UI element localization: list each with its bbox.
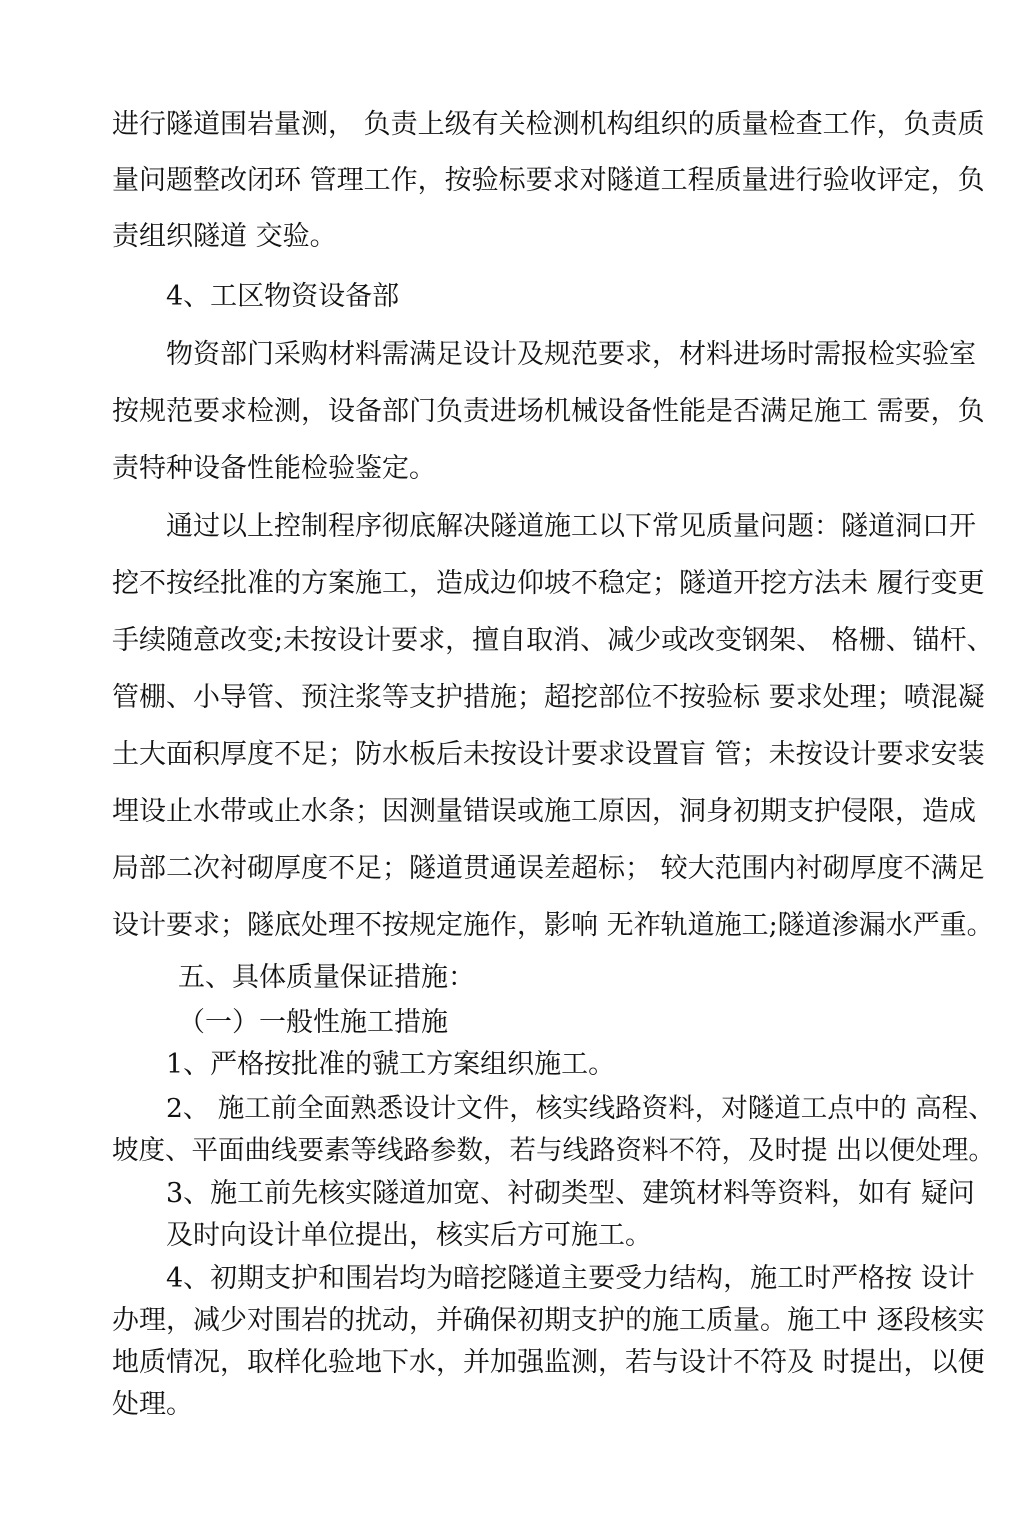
text-line: 通过以上控制程序彻底解决隧道施工以下常见质量问题：隧道洞口开 xyxy=(166,511,976,542)
text-line: 1、严格按批准的虢工方案组织施工。 xyxy=(166,1049,616,1080)
text-line: 4、初期支护和围岩均为暗挖隧道主要受力结构，施工时严格按 设计 xyxy=(166,1263,975,1294)
text-line: 及时向设计单位提出，核实后方可施工。 xyxy=(166,1220,652,1251)
text-line: 地质情况，取样化验地下水，并加强监测，若与设计不符及 时提出，以便 xyxy=(112,1347,985,1378)
text-line: 办理，减少对围岩的扰动，并确保初期支护的施工质量。施工中 逐段核实 xyxy=(112,1305,985,1336)
text-line: 3、施工前先核实隧道加宽、衬砌类型、建筑材料等资料，如有 疑问 xyxy=(166,1178,975,1209)
text-line: 按规范要求检测，设备部门负责进场机械设备性能是否满足施工 需要，负 xyxy=(112,396,985,427)
text-line: 局部二次衬砌厚度不足；隧道贯通误差超标； 较大范围内衬砌厚度不满足 xyxy=(112,853,985,884)
subsection-heading: （一）一般性施工措施 xyxy=(178,1007,448,1038)
section-heading: 五、具体质量保证措施： xyxy=(178,962,475,993)
text-line: 责组织隧道 交验。 xyxy=(112,221,337,252)
text-line: 埋设止水带或止水条；因测量错误或施工原因，洞身初期支护侵限，造成 xyxy=(112,796,976,827)
text-line: 坡度、平面曲线要素等线路参数，若与线路资料不符，及时提 出以便处理。 xyxy=(112,1135,995,1166)
text-line: 挖不按经批准的方案施工，造成边仰坡不稳定；隧道开挖方法未 履行变更 xyxy=(112,568,985,599)
text-line: 责特种设备性能检验鉴定。 xyxy=(112,453,436,484)
text-line: 土大面积厚度不足；防水板后未按设计要求设置盲 管；未按设计要求安装 xyxy=(112,739,985,770)
text-line: 手续随意改变;未按设计要求，擅自取消、减少或改变钢架、 格栅、锚杆、 xyxy=(112,625,994,656)
text-line: 设计要求；隧底处理不按规定施作，影响 无祚轨道施工;隧道渗漏水严重。 xyxy=(112,910,994,941)
text-line: 物资部门采购材料需满足设计及规范要求，材料进场时需报检实验室 xyxy=(166,339,976,370)
text-line: 管棚、小导管、预注浆等支护措施；超挖部位不按验标 要求处理；喷混凝 xyxy=(112,682,985,713)
text-line: 2、 施工前全面熟悉设计文件，核实线路资料，对隧道工点中的 高程、 xyxy=(166,1093,995,1124)
text-line: 处理。 xyxy=(112,1389,193,1420)
text-line: 量问题整改闭环 管理工作，按验标要求对隧道工程质量进行验收评定，负 xyxy=(112,165,985,196)
section-heading: 4、工区物资设备部 xyxy=(166,281,400,312)
text-line: 进行隧道围岩量测， 负责上级有关检测机构组织的质量检查工作，负责质 xyxy=(112,109,985,140)
